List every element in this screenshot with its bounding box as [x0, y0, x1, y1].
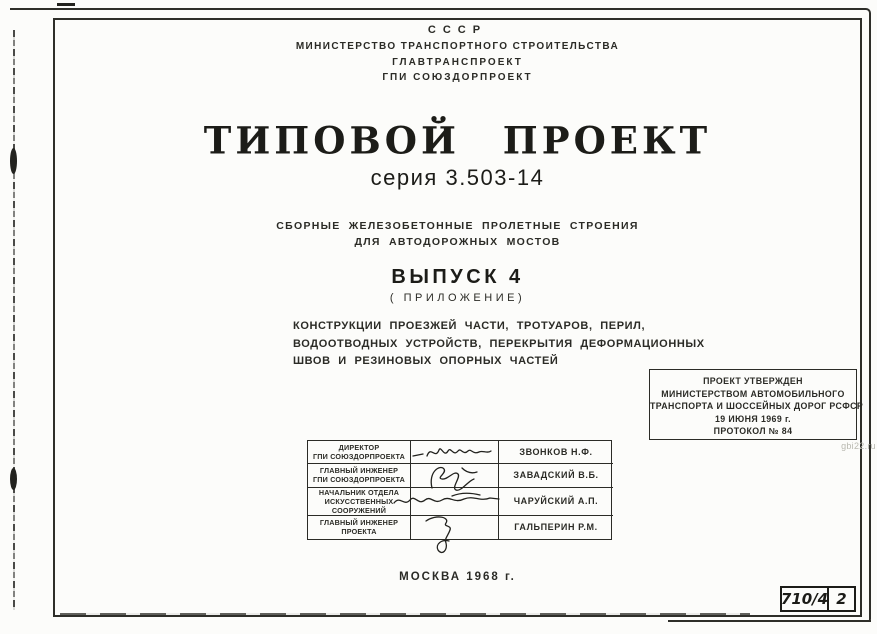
position-label: НАЧАЛЬНИК ОТДЕЛА: [318, 487, 400, 497]
approval-stamp-box: [649, 369, 864, 440]
position-label: ИСКУССТВЕННЫХ СООРУЖЕНИЙ: [324, 496, 394, 515]
scan-blob: [10, 148, 17, 174]
series-number: серия 3.503-14: [370, 165, 545, 190]
table-cell-name: [499, 516, 613, 539]
signature-galperin: [416, 512, 484, 558]
site-watermark: gbi22.ru: [841, 441, 876, 451]
project-code: 710/4: [780, 590, 829, 608]
place-and-year: МОСКВА 1968 г.: [399, 571, 516, 583]
subtitle-line2: ДЛЯ АВТОДОРОЖНЫХ МОСТОВ: [354, 236, 561, 248]
description-line1: КОНСТРУКЦИИ ПРОЕЗЖЕЙ ЧАСТИ, ТРОТУАРОВ, ПЕРИЛ,: [293, 320, 646, 332]
approval-line4: 19 ИЮНЯ 1969 г.: [715, 413, 791, 424]
table-cell-position: [308, 464, 411, 487]
signatory-name: ЗАВАДСКИЙ В.Б.: [513, 470, 599, 481]
subtitle-line1: СБОРНЫЕ ЖЕЛЕЗОБЕТОННЫЕ ПРОЛЕТНЫЕ СТРОЕНИЯ: [276, 220, 639, 232]
table-cell-name: [499, 464, 613, 487]
signature-charuysky: [392, 489, 502, 513]
binding-edge-mark: [13, 30, 15, 610]
outer-border-bottom-segment: [668, 620, 871, 622]
position-label: ГПИ СОЮЗДОРПРОЕКТА: [313, 452, 405, 462]
position-label: ГЛАВНЫЙ ИНЖЕНЕР: [319, 518, 399, 528]
ministry-label: МИНИСТЕРСТВО ТРАНСПОРТНОГО СТРОИТЕЛЬСТВА: [295, 41, 620, 52]
table-cell-name: [499, 488, 613, 516]
country-label: СССР: [427, 24, 488, 36]
signatory-name: ГАЛЬПЕРИН Р.М.: [514, 522, 598, 533]
frame-bottom-scan-artifact: [60, 613, 750, 615]
signatory-name: ЗВОНКОВ Н.Ф.: [519, 447, 593, 458]
description-line3: ШВОВ И РЕЗИНОВЫХ ОПОРНЫХ ЧАСТЕЙ: [293, 355, 559, 367]
document-title: ТИПОВОЙ ПРОЕКТ: [203, 117, 712, 163]
approval-line2: МИНИСТЕРСТВОМ АВТОМОБИЛЬНОГО: [661, 388, 845, 399]
approval-line1: ПРОЕКТ УТВЕРЖДЕН: [703, 376, 803, 386]
sheet-number: 2: [836, 590, 847, 608]
table-cell-position: [308, 441, 411, 464]
issue-label: ВЫПУСК 4: [391, 266, 524, 288]
position-label: ПРОЕКТА: [341, 527, 377, 537]
scan-speck: [57, 3, 75, 6]
signatory-name: ЧАРУЙСКИЙ А.П.: [513, 496, 599, 507]
org-gpi-soyuzdorproekt: ГПИ СОЮЗДОРПРОЕКТ: [382, 72, 533, 83]
table-cell-position: [308, 516, 411, 539]
position-label: ГПИ СОЮЗДОРПРОЕКТА: [313, 475, 405, 485]
scan-blob: [10, 468, 17, 490]
contents-description: [293, 318, 705, 371]
position-label: ДИРЕКТОР: [338, 443, 380, 453]
approval-line3: ТРАНСПОРТА И ШОССЕЙНЫХ ДОРОГ РСФСР: [650, 401, 864, 412]
sheet-number-stamp: [780, 586, 856, 612]
table-cell-name: [499, 441, 613, 464]
org-glavtransproekt: ГЛАВТРАНСПРОЕКТ: [392, 57, 523, 68]
description-line2: ВОДООТВОДНЫХ УСТРОЙСТВ, ПЕРЕКРЫТИЯ ДЕФОРМАЦИОННЫХ: [293, 337, 705, 350]
issue-note: ( ПРИЛОЖЕНИЕ): [389, 292, 526, 304]
position-label: ГЛАВНЫЙ ИНЖЕНЕР: [319, 466, 399, 476]
approval-line5: ПРОТОКОЛ № 84: [713, 426, 793, 437]
signature-zvonkov: [410, 442, 494, 464]
